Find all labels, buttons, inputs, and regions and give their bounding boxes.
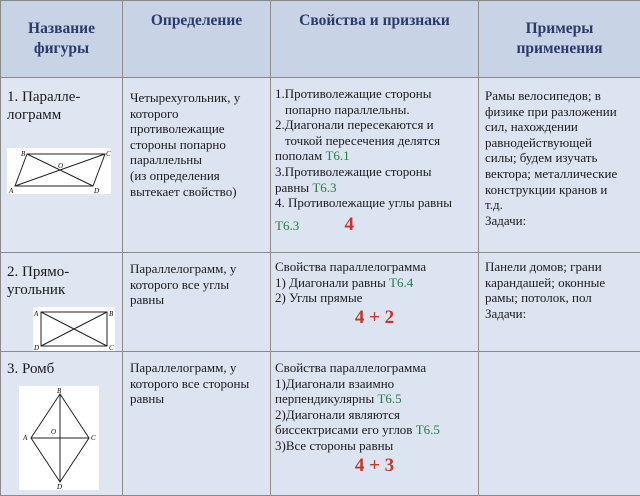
properties-cell: 1.Противолежащие стороны попарно параллельны. 2.Диагонали пересекаются и точкой пересечения делятся пополам Т6.1 3.Противолежащие стороны равны Т6.3 4. Противолежащие углы равны Т6.3 4 [271, 78, 479, 253]
definition-cell: Параллелограмм, у которого все углы равны [123, 253, 271, 352]
svg-text:D: D [33, 344, 39, 351]
header-row [1, 1, 640, 78]
theorem-ref: Т6.5 [416, 422, 440, 437]
theorem-ref: Т6.5 [377, 391, 401, 406]
table-row [1, 78, 640, 253]
rhombus-figure [19, 386, 99, 490]
theorem-ref: Т6.3 [312, 180, 336, 195]
svg-text:C: C [106, 150, 111, 158]
table-row [1, 352, 640, 496]
header-examples: Примеры применения [479, 1, 640, 78]
score-label: 4 [344, 214, 354, 235]
figure-name-cell: 3. Ромб B A O C D [1, 352, 123, 496]
theorem-ref: Т6.1 [325, 148, 349, 163]
properties-cell: Свойства параллелограмма 1)Диагонали взаимно перпендикулярны Т6.5 2)Диагонали являются биссектрисами его углов Т6.5 3)Все стороны равны 4 + 3 [271, 352, 479, 496]
svg-text:B: B [109, 310, 114, 318]
examples-cell [479, 352, 640, 496]
svg-text:A: A [8, 187, 14, 194]
examples-cell: Панели домов; грани карандашей; оконные рамы; потолок, пол Задачи: [479, 253, 640, 352]
theorem-ref: Т6.3 [275, 218, 299, 233]
svg-text:C: C [109, 344, 114, 351]
parallelogram-figure [7, 148, 111, 194]
definition-cell: Параллелограмм, у которого все стороны равны [123, 352, 271, 496]
properties-cell: Свойства параллелограмма 1) Диагонали равны Т6.4 2) Углы прямые 4 + 2 [271, 253, 479, 352]
figure-name-cell: 2. Прямо- угольник A B D C [1, 253, 123, 352]
svg-text:B: B [57, 387, 62, 395]
theorem-ref: Т6.4 [389, 275, 413, 290]
svg-text:O: O [51, 428, 56, 436]
svg-text:D: D [93, 187, 99, 194]
svg-text:A: A [22, 434, 28, 442]
header-figure-name: Название фигуры [1, 1, 123, 78]
header-definition: Определение [123, 1, 271, 78]
svg-text:O: O [58, 162, 63, 170]
score-label: 4 + 2 [355, 307, 394, 328]
header-properties: Свойства и признаки [271, 1, 479, 78]
examples-cell: Рамы велосипедов; в физике при разложении сил, нахождении равнодействующей силы; будем изучать вектора; металлические конструкции кранов и т.д. Задачи: [479, 78, 640, 253]
score-label: 4 + 3 [355, 455, 394, 476]
table-row [1, 253, 640, 352]
figure-name-cell: 1. Паралле- лограмм B C O A D [1, 78, 123, 253]
svg-text:B: B [21, 150, 26, 158]
svg-text:C: C [91, 434, 96, 442]
definition-cell: Четырехугольник, у которого противолежащие стороны попарно параллельны (из определения вытекает свойство) [123, 78, 271, 253]
svg-text:A: A [33, 310, 39, 318]
svg-text:D: D [56, 483, 62, 490]
rectangle-figure [33, 307, 115, 351]
